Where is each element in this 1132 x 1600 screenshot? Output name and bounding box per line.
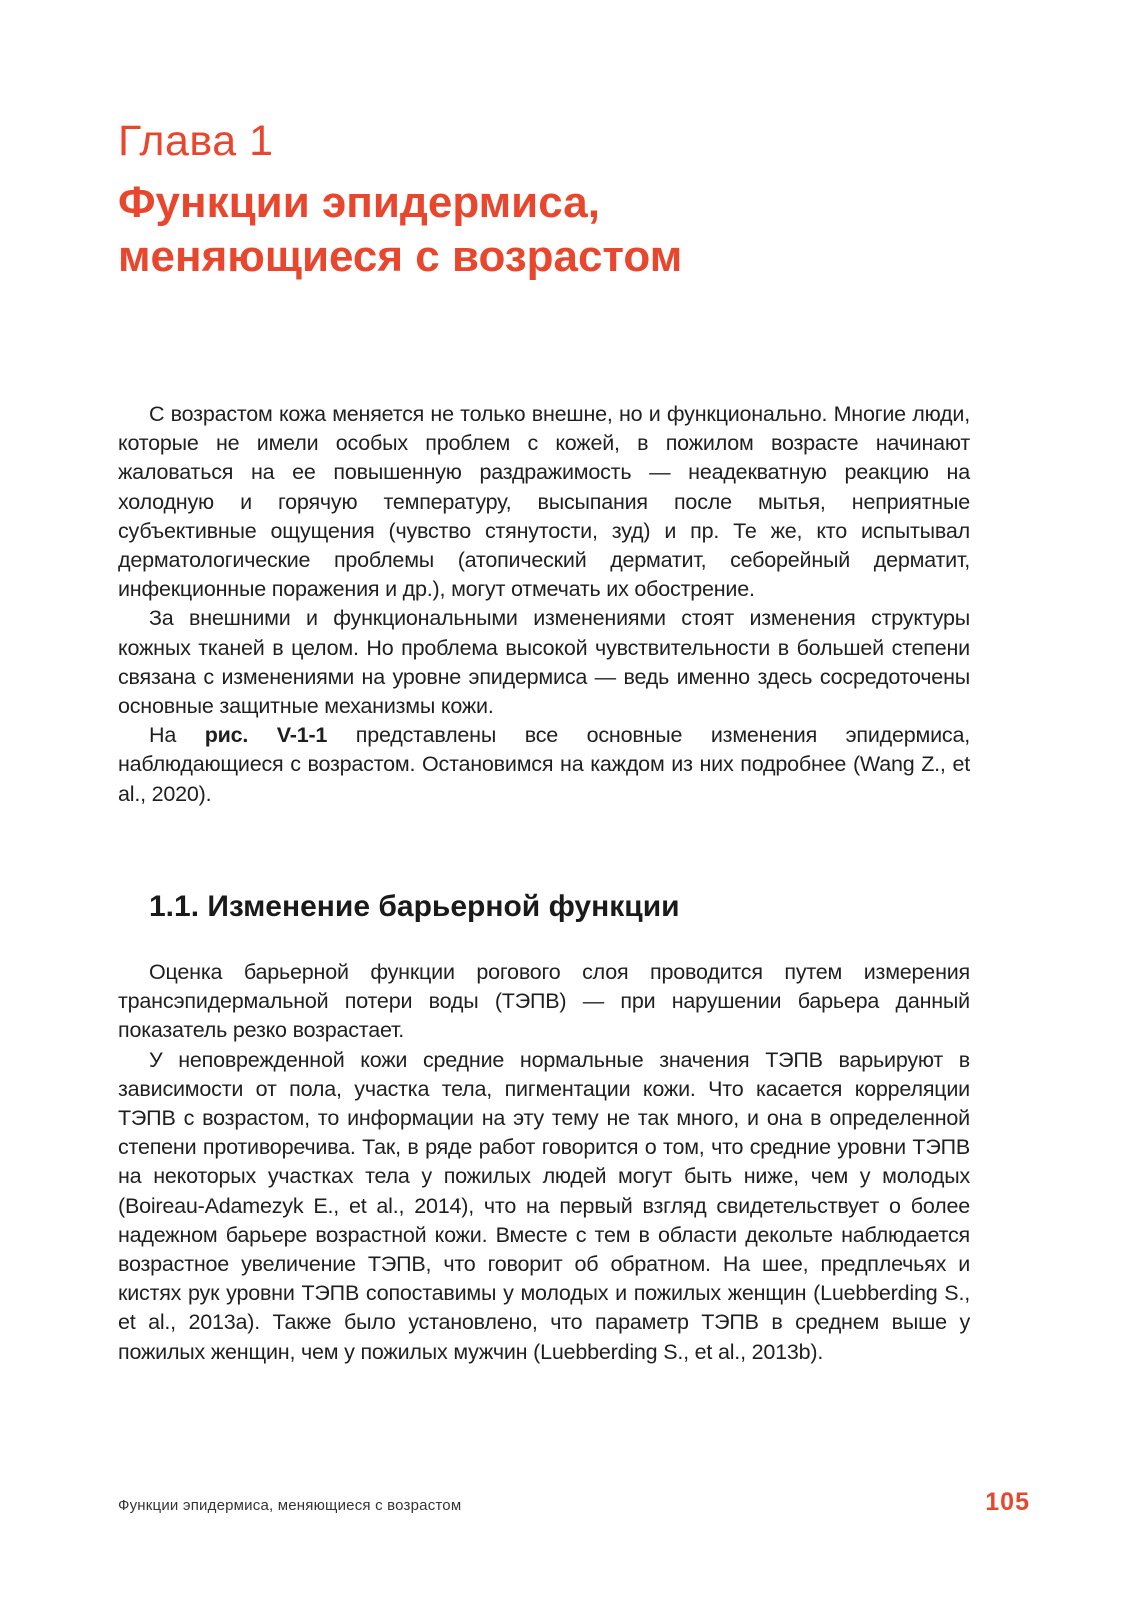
- page-number: 105: [985, 1488, 1030, 1516]
- paragraph: [118, 721, 970, 809]
- intro-text: [118, 400, 970, 809]
- paragraph: Оценка барьерной функции рогового слоя проводится путем измерения трансэпидермальной потери воды (ТЭПВ) — при нарушении барьера данный показатель резко возрастает.: [118, 960, 970, 1043]
- chapter-label: Глава 1: [118, 117, 274, 165]
- paragraph: За внешними и функциональными изменениями стоят изменения структуры кожных тканей в целом. Но проблема высокой чувствительности в большей степени связана с изменениями на уровне эпидермиса — ведь именно здесь сосредоточены основные защитные механизмы кожи.: [118, 606, 970, 719]
- paragraph-text: представлены все основные изменения эпидермиса, наблюдающиеся с возрастом. Остановимся на каждом из них подробнее (Wang Z., et al., 2020).: [118, 723, 970, 806]
- running-footer-title: Функции эпидермиса, меняющиеся с возрастом: [118, 1497, 462, 1514]
- figure-reference: рис. V-1-1: [204, 723, 328, 748]
- chapter-title-line-2: меняющиеся с возрастом: [118, 232, 683, 281]
- paragraph: У неповрежденной кожи средние нормальные значения ТЭПВ варьируют в зависимости от пола, участка тела, пигментации кожи. Что касается корреляции ТЭПВ с возрастом, то информации на эту тему не так много, и она в определенной степени противоречива. Так, в ряде работ говорится о том, что средние уровни ТЭПВ на некоторых участках тела у пожилых людей могут быть ниже, чем у молодых (Boireau-Adamezyk E., et al., 2014), что на первый взгляд свидетельствует о более надежном барьере возрастной кожи. Вместе с тем в области декольте наблюдается возрастное увеличение ТЭПВ, что говорит об обратном. На шее, предплечьях и кистях рук уровни ТЭПВ сопоставимы у молодых и пожилых женщин (Luebberding S., et al., 2013a). Также было установлено, что параметр ТЭПВ в среднем выше у пожилых женщин, чем у пожилых мужчин (Luebberding S., et al., 2013b).: [118, 1047, 970, 1364]
- section-heading: 1.1. Изменение барьерной функции: [149, 890, 680, 923]
- chapter-title-line-1: Функции эпидермиса,: [118, 178, 600, 227]
- paragraph: С возрастом кожа меняется не только внешне, но и функционально. Многие люди, которые не имели особых проблем с кожей, в пожилом возрасте начинают жаловаться на ее повышенную раздражимость — неадекватную реакцию на холодную и горячую температуру, высыпания после мытья, неприятные субъективные ощущения (чувство стянутости, зуд) и пр. Те же, кто испытывал дерматологические проблемы (атопический дерматит, себорейный дерматит, инфекционные поражения и др.), могут отмечать их обострение.: [118, 402, 970, 602]
- section-text: [118, 958, 970, 1367]
- paragraph-text: На: [149, 723, 205, 748]
- chapter-title: [118, 176, 1018, 284]
